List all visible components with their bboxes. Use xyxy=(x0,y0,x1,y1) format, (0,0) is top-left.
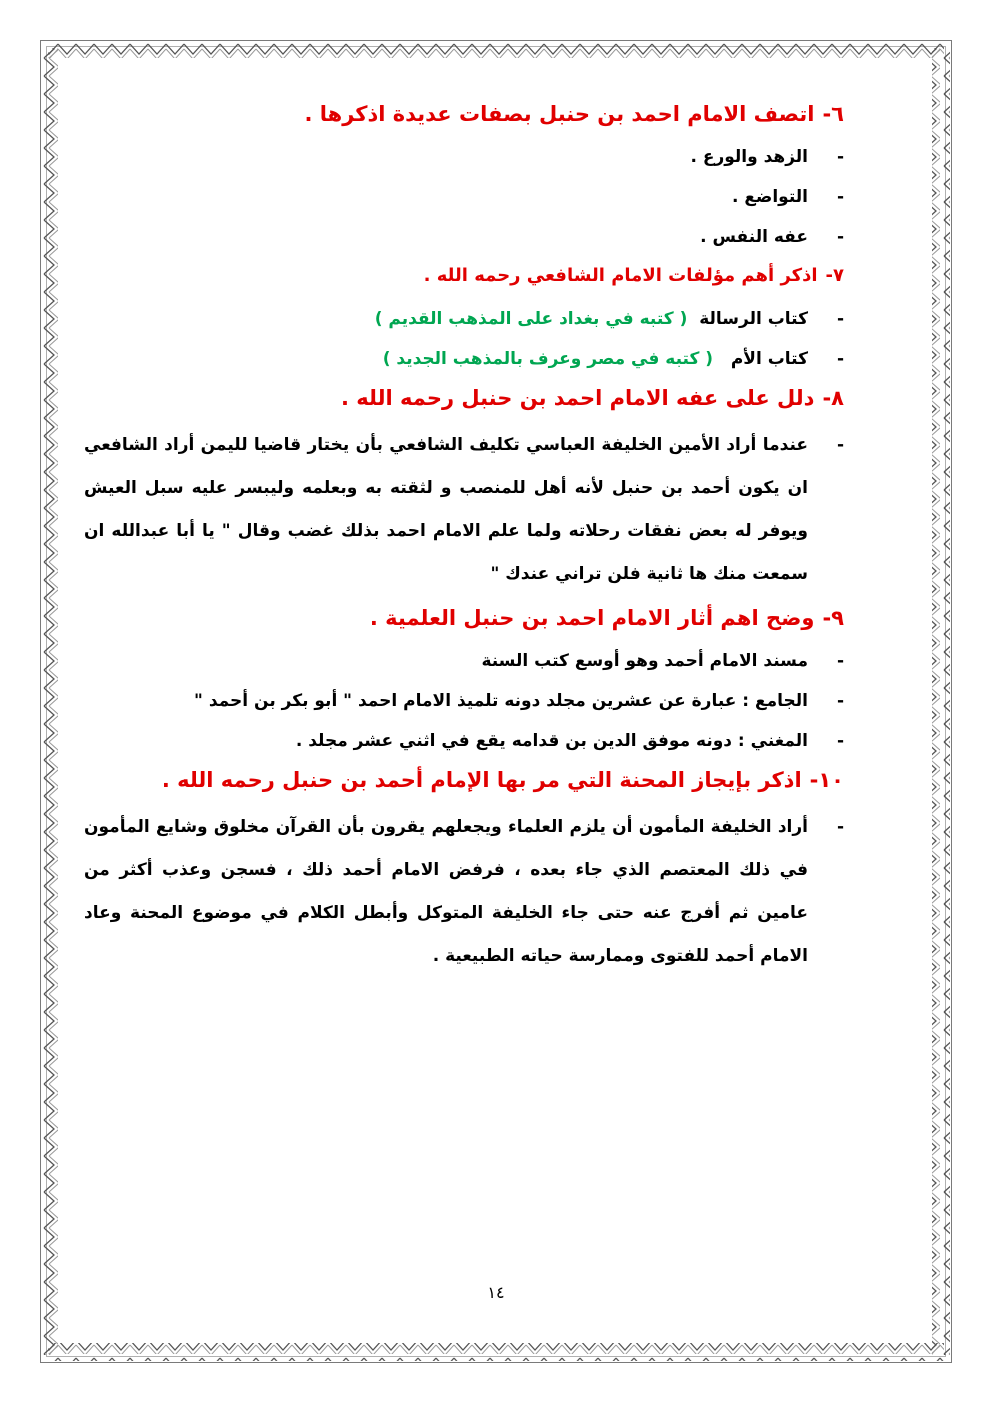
bullet: - xyxy=(836,309,844,329)
bullet: - xyxy=(836,147,844,167)
question-number: ١٠- xyxy=(809,768,844,792)
question-9-heading xyxy=(84,602,844,634)
book-note: ( كتبه في بغداد على المذهب القديم ) xyxy=(374,309,688,329)
question-number: ٨- xyxy=(822,386,844,410)
list-item xyxy=(84,220,844,254)
bullet: - xyxy=(836,817,844,837)
bullet: - xyxy=(836,435,844,455)
question-title: اتصف الامام احمد بن حنبل بصفات عديدة اذكرها . xyxy=(304,102,815,126)
list-item-text: مسند الامام أحمد وهو أوسع كتب السنة xyxy=(481,651,808,671)
question-7-heading xyxy=(84,260,844,292)
bullet: - xyxy=(836,227,844,247)
question-title: اذكر أهم مؤلفات الامام الشافعي رحمه الله . xyxy=(423,265,818,286)
answer-paragraph: عندما أراد الأمين الخليفة العباسي تكليف الشافعي بأن يختار قاضيا لليمن أراد الشافعي ان يكون أحمد بن حنبل لأنه أهل للمنصب و لثقته به وبعلمه وليبسر عليه سبل العيش ويوفر له بعض نفقات رحلاته ولما علم الامام احمد بذلك غضب وقال " يا أبا عبدالله ان سمعت منك ها ثانية فلن تراني عندك " xyxy=(84,435,808,584)
list-item-text: المغني : دونه موفق الدين بن قدامه يقع في اثني عشر مجلد . xyxy=(295,731,808,751)
question-8-heading xyxy=(84,382,844,414)
question-9-list xyxy=(84,644,844,758)
list-item xyxy=(84,180,844,214)
list-item xyxy=(84,424,844,596)
list-item xyxy=(84,806,844,978)
list-item-text: التواضع . xyxy=(731,187,808,207)
bullet: - xyxy=(836,691,844,711)
question-10-heading xyxy=(84,764,844,796)
question-6-heading xyxy=(84,98,844,130)
question-number: ٩- xyxy=(822,606,844,630)
bullet: - xyxy=(836,651,844,671)
book-title: كتاب الرسالة xyxy=(699,309,808,329)
list-item-text: الجامع : عبارة عن عشرين مجلد دونه تلميذ الامام احمد " أبو بكر بن أحمد " xyxy=(194,691,808,711)
list-item xyxy=(84,724,844,758)
question-10-list xyxy=(84,806,844,978)
bullet: - xyxy=(836,187,844,207)
question-title: وضح اهم أثار الامام احمد بن حنبل العلمية . xyxy=(369,606,815,630)
question-number: ٧- xyxy=(825,265,844,286)
answer-paragraph: أراد الخليفة المأمون أن يلزم العلماء ويجعلهم يقرون بأن القرآن مخلوق وشايع المأمون في ذلك المعتصم الذي جاء بعده ، فرفض الامام أحمد ذلك ، فسجن وعذب أكثر من عامين ثم أفرج عنه حتى جاء الخليفة المتوكل وأبطل الكلام في موضوع المحنة وعاد الامام أحمد للفتوى وممارسة حياته الطبيعية . xyxy=(84,817,808,966)
question-7-list xyxy=(84,302,844,376)
list-item xyxy=(84,302,844,336)
list-item xyxy=(84,644,844,678)
list-item xyxy=(84,342,844,376)
page-content xyxy=(84,98,844,984)
book-title: كتاب الأم xyxy=(730,349,808,369)
question-6-list xyxy=(84,140,844,254)
list-item xyxy=(84,140,844,174)
bullet: - xyxy=(836,731,844,751)
list-item xyxy=(84,684,844,718)
question-title: اذكر بإيجاز المحنة التي مر بها الإمام أحمد بن حنبل رحمه الله . xyxy=(161,768,802,792)
question-8-list xyxy=(84,424,844,596)
bullet: - xyxy=(836,349,844,369)
list-item-text: الزهد والورع . xyxy=(690,147,808,167)
book-note: ( كتبه في مصر وعرف بالمذهب الجديد ) xyxy=(382,349,714,369)
page-number: ١٤ xyxy=(487,1283,505,1302)
question-title: دلل على عفه الامام احمد بن حنبل رحمه الله . xyxy=(341,386,815,410)
list-item-text: عفه النفس . xyxy=(700,227,808,247)
question-number: ٦- xyxy=(822,102,844,126)
